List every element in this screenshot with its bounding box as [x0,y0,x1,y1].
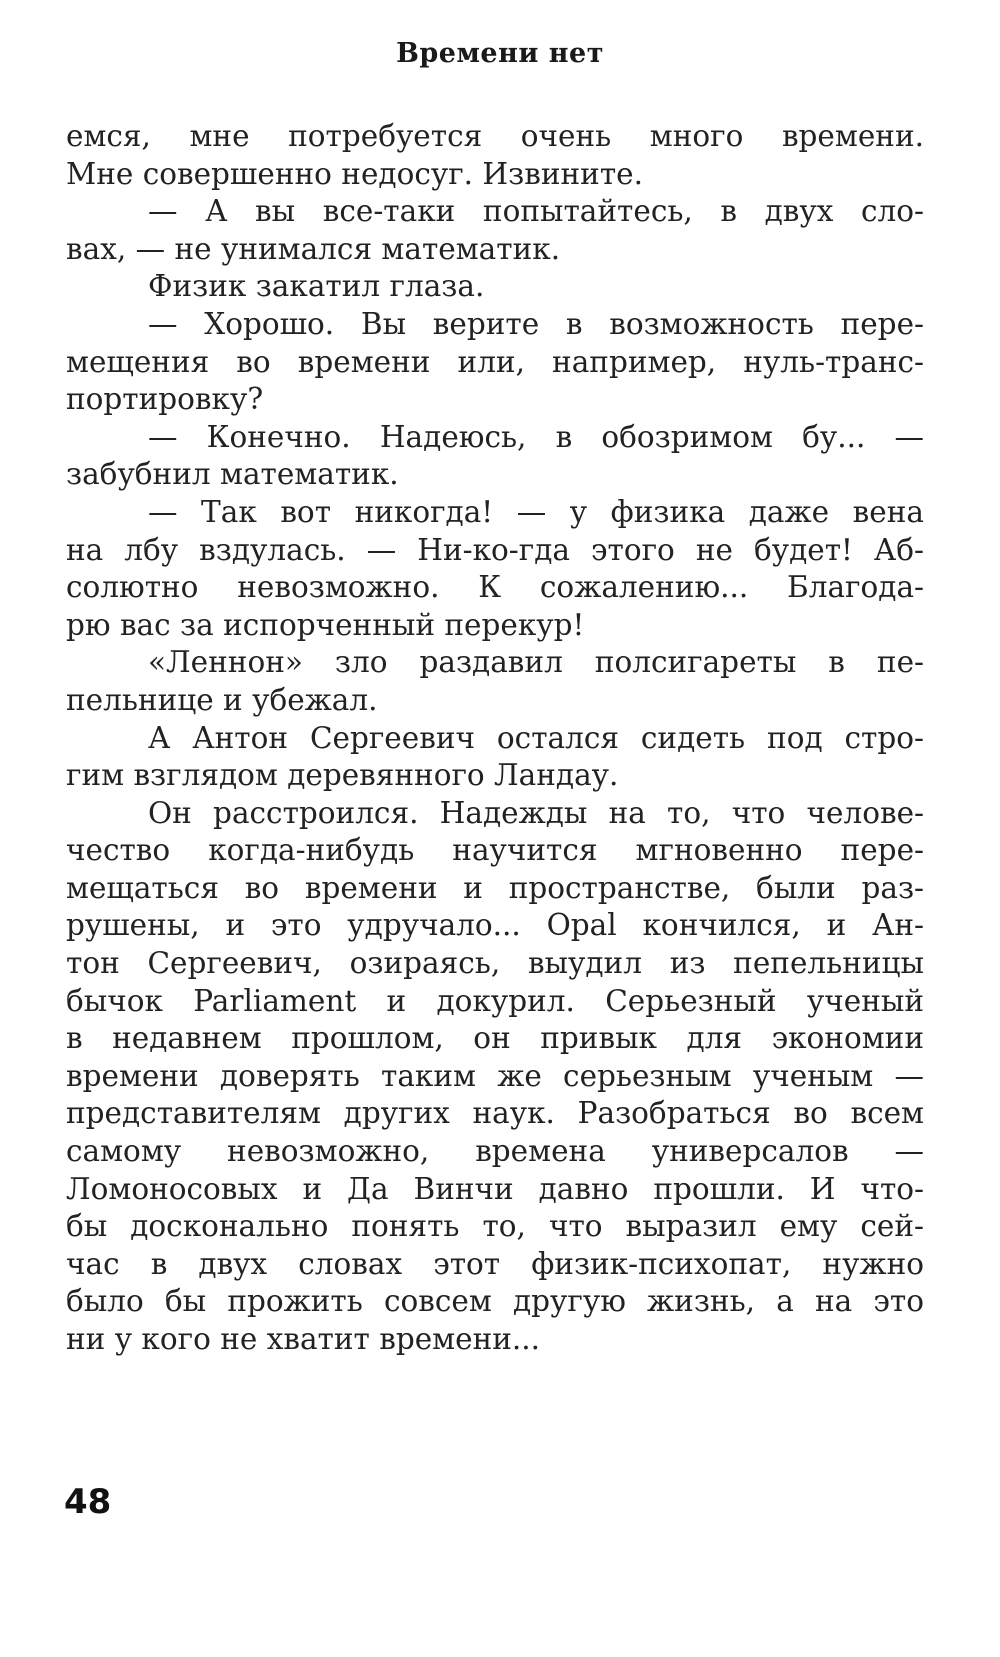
text-line: — А вы все-таки попытайтесь, в двух сло- [148,194,924,229]
text-line: Ломоносовых и Да Винчи давно прошли. И что- [66,1171,924,1206]
text-line: забубнил математик. [66,457,399,492]
text-line: вах, — не унимался математик. [66,231,561,266]
text-line: пельнице и убежал. [66,682,378,717]
text-line: чество когда-нибудь научится мгновенно пере- [66,833,924,868]
running-head-title: Времени нет [396,38,604,69]
text-line: солютно невозможно. К сожалению... Благода- [66,570,924,605]
text-line: рю вас за испорченный перекур! [66,607,585,642]
text-line: — Так вот никогда! — у физика даже вена [148,494,924,529]
text-line: бычок Parliament и докурил. Серьезный ученый [66,983,924,1018]
text-line: на лбу вздулась. — Ни-ко-гда этого не будет! Аб- [66,532,924,567]
text-line: Мне совершенно недосуг. Извините. [66,156,643,191]
text-line: самому невозможно, времена универсалов — [66,1134,924,1169]
text-line: представителям других наук. Разобраться во всем [66,1096,924,1131]
text-line: А Антон Сергеевич остался сидеть под стро- [148,720,924,755]
text-line: час в двух словах этот физик-психопат, нужно [66,1246,924,1281]
text-line: рушены, и это удручало... Opal кончился, и Ан- [66,908,924,943]
text-line: бы досконально понять то, что выразил ему сей- [66,1209,924,1244]
text-line: емся, мне потребуется очень много времени. [66,119,924,153]
text-line: — Конечно. Надеюсь, в обозримом бу... — [148,419,924,454]
text-line: Физик закатил глаза. [148,269,485,304]
text-line: мещения во времени или, например, нуль-транс- [66,344,924,379]
text-line: было бы прожить совсем другую жизнь, а на это [66,1284,924,1319]
text-line: «Леннон» зло раздавил полсигареты в пе- [148,645,924,680]
text-line: — Хорошо. Вы верите в возможность пере- [148,306,924,341]
page-number: 48 [64,1482,112,1522]
text-line: времени доверять таким же серьезным ученым — [66,1058,924,1093]
text-line: мещаться во времени и пространстве, были раз- [66,870,924,905]
text-line: тон Сергеевич, озираясь, выудил из пепельницы [66,946,924,981]
text-line: портировку? [66,382,264,417]
text-line: в недавнем прошлом, он привык для экономии [66,1021,924,1056]
text-line: гим взглядом деревянного Ландау. [66,758,619,793]
body-text [66,118,924,1359]
text-line: ни у кого не хватит времени... [66,1322,541,1356]
text-line: Он расстроился. Надежды на то, что челове- [148,795,924,830]
